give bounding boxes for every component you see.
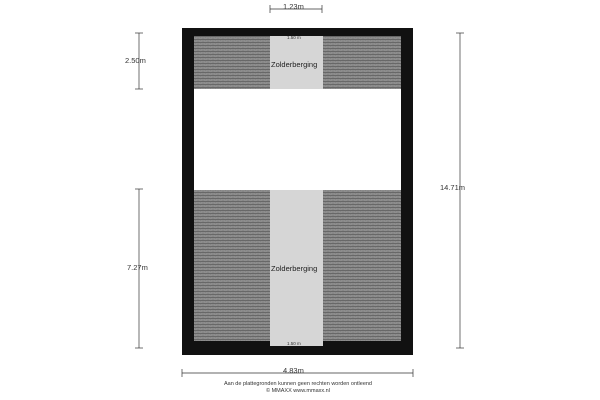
dimension-right-label: 14.71m bbox=[440, 183, 466, 192]
lower-room-marker: 1.50 m bbox=[287, 341, 301, 346]
roof-tiles-lower-left bbox=[194, 190, 270, 341]
dimension-left-lower-label: 7.27m bbox=[127, 263, 148, 272]
footer bbox=[180, 381, 416, 395]
dimension-top-label: 1.23m bbox=[283, 2, 304, 11]
roof-tiles-upper-left bbox=[194, 36, 270, 89]
room-label-upper: Zolderberging bbox=[271, 60, 318, 69]
footer-disclaimer: Aan de plattegronden kunnen geen rechten worden ontleend bbox=[223, 381, 372, 387]
dimension-bottom-label: 4.83m bbox=[283, 366, 304, 375]
roof-tiles-upper-right bbox=[323, 36, 401, 89]
upper-room-marker: 1.50 m bbox=[287, 35, 301, 40]
dimension-left-upper-label: 2.50m bbox=[125, 56, 146, 65]
room-label-lower: Zolderberging bbox=[271, 264, 318, 273]
roof-tiles-lower-right bbox=[323, 190, 401, 341]
footer-copyright: © MMAXX www.mmaxx.nl bbox=[266, 388, 330, 394]
